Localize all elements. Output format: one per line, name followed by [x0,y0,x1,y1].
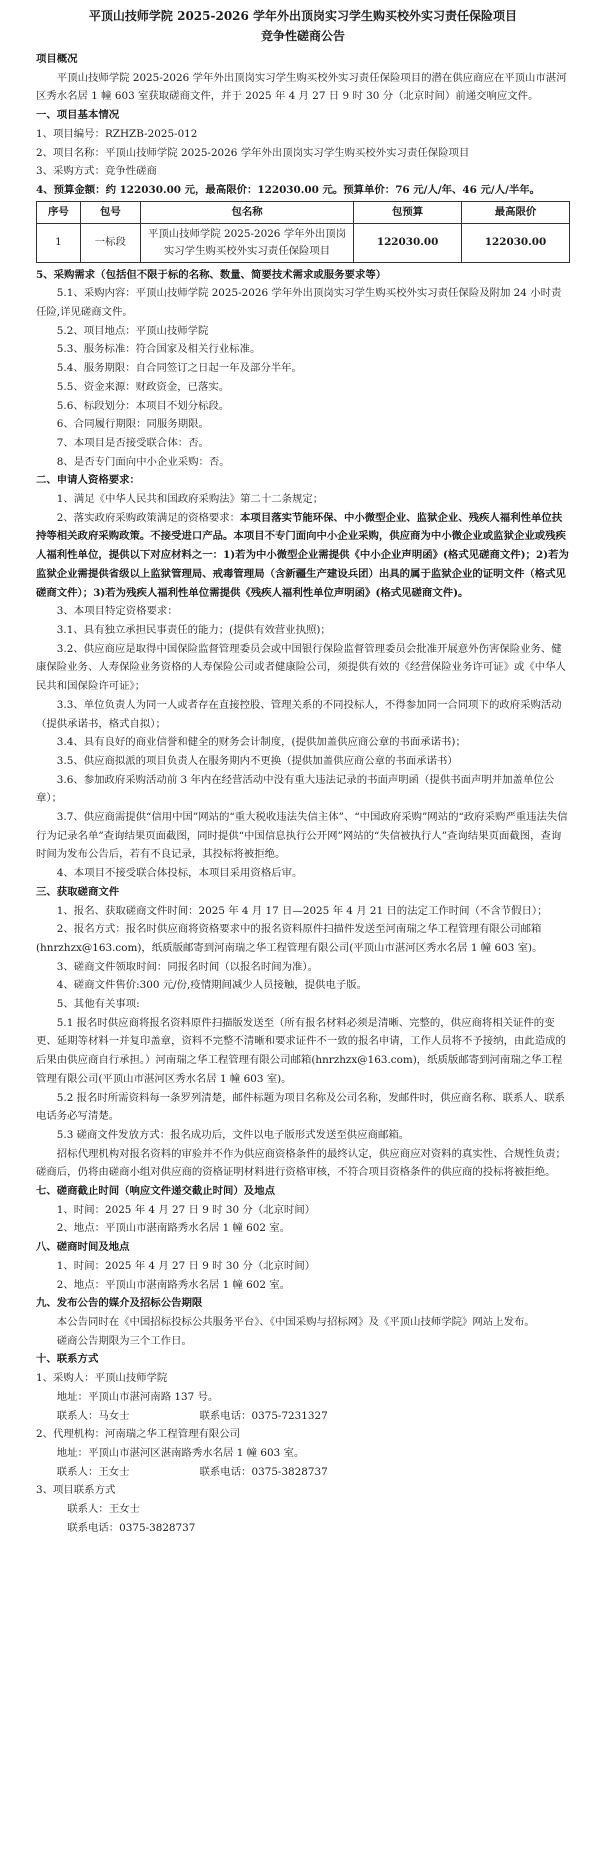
project-location: 5.2、项目地点：平顶山技师学院 [56,324,209,337]
procurement-method: 3、采购方式：竞争性磋商 [36,165,157,178]
document-price: 4、磋商文件售价:300 元/份,疫情期间减少人员接触，提供电子版。 [56,979,368,992]
qualification-3-6: 3.6、参加政府采购活动前 3 年内在经营活动中没有重大违法记录的书面声明函（提供书面声明并加盖单位公章）； [36,773,555,805]
page-subtitle: 竞争性磋商公告 [260,29,345,43]
table-row [37,223,570,262]
qualification-2-policy: 本项目落实节能环保、中小微型企业、监狱企业、残疾人福利性单位扶持等相关政府采购政策。不接受进口产品。本项目不专门面向中小企业采购，供应商为中小微企业或监狱企业或残疾人福利性单位，提供以下对应材料之一：1)若为中小微型企业需提供《中小企业声明函》(格式见磋商文件)；2)若为监狱企业需提供省级以上监狱管理局、戒毒管理局（含新疆生产建设兵团）出具的属于监狱企业的证明文件（格式见磋商文件）；3)若为残疾人福利性单位需提供《残疾人福利性单位声明函》(格式见磋商文件)。 [36,511,569,599]
agency-note: 招标代理机构对报名资料的审验并不作为供应商资格条件的最终认定，供应商应对资料的真实性、合规性负责；磋商后，仍将由磋商小组对供应商的资格证明材料进行资格审核，不符合项目资格条件的供应商的投标将被拒绝。 [36,1147,566,1179]
publication-media: 本公告同时在《中国招标投标公共服务平台》、《中国采购与招标网》及《平顶山技师学院》网站上发布。 [56,1316,535,1328]
qualification-4: 4、本项目不接受联合体投标，本项目采用资格后审。 [56,867,303,880]
table-header: 包号 [80,201,140,223]
section-3-heading: 三、获取磋商文件 [36,885,120,898]
table-header: 序号 [37,201,81,223]
consultation-location: 2、地点：平顶山市湛南路秀水名居 1 幢 602 室。 [56,1278,291,1291]
page-title: 平顶山技师学院 2025-2026 学年外出顶岗实习学生购买校外实习责任保险项目 [88,9,518,23]
qualification-3-2: 3.2、供应商应是取得中国保险监督管理委员会或中国银行保险监督管理委员会批准开展意外伤害保险业务、健康保险业务、人寿保险业务资格的人寿保险公司或者健康险公司，须提供有效的《经营保险业务许可证》或《中华人民共和国保险许可证》； [36,642,566,693]
consultation-time: 1、时间：2025 年 4 月 27 日 9 时 30 分（北京时间） [56,1259,316,1272]
registration-method: 2、报名方式：报名时供应商将资格要求中的报名资料原件扫描件发送至河南瑞之华工程管理有限公司邮箱(hnrzhzx@163.com)，纸质版邮寄到河南瑞之华工程管理有限公司(平顶山市湛河区秀水名居 1 幢 603 室)。 [36,923,543,954]
other-matters-5-1: 5.1 报名时供应商将报名资料原件扫描版发送至（所有报名材料必须是清晰、完整的，供应商将相关证件的变更、延期等材料一并复印盖章，资料不完整不清晰和要求证件不一致的报名申请，工作人员将不予接纳，由此造成的后果由供应商自行承担。）河南瑞之华工程管理有限公司邮箱(hnrzhzx@163.com)，纸质版邮寄到河南瑞之华工程管理有限公司(平顶山市湛河区秀水名居 1 幢 603 室)。 [36,1016,566,1085]
section-2-heading: 二、申请人资格要求： [36,474,140,487]
agent-contact: 联系人：王女士 [56,1465,130,1478]
other-matters-5-3: 5.3 磋商文件发放方式：报名成功后，文件以电子版形式发送至供应商邮箱。 [56,1128,410,1141]
agent-address: 地址：平顶山市湛河区湛南路秀水名居 1 幢 603 室。 [56,1446,305,1459]
announcement-period: 磋商公告期限为三个工作日。 [56,1334,192,1347]
section-1-heading: 一、项目基本情况 [36,109,120,122]
table-header-row [37,201,570,223]
project-number: 1、项目编号：RZHZB-2025-012 [36,127,198,140]
procurement-content: 5.1、采购内容：平顶山技师学院 2025-2026 学年外出顶岗实习学生购买校外实习责任保险及附加 24 小时责任险,详见磋商文件。 [36,287,562,319]
other-matters-5-2: 5.2 报名时所需资料每一条罗列清楚，邮件标题为项目名称及公司名称，发邮件时，供应商名称、联系人、联系电话务必写清楚。 [36,1091,565,1123]
qualification-3-1: 3.1、具有独立承担民事责任的能力；(提供有效营业执照)； [56,623,331,636]
buyer-address: 地址：平顶山市湛河南路 137 号。 [56,1390,219,1403]
qualification-2-lead: 2、落实政府采购政策满足的资格要求： [56,511,241,524]
lot-division: 5.6、标段划分：本项目不划分标段。 [56,399,230,412]
buyer-phone: 联系电话：0375-7231327 [199,1409,328,1422]
project-contact: 联系人：王女士 [67,1503,140,1516]
procurement-needs-heading: 5、采购需求（包括但不限于标的名称、数量、简要技术需求或服务要求等） [36,268,387,281]
table-cell: 1 [37,223,81,262]
table-header: 包名称 [140,201,353,223]
agent-contact-line [36,1463,570,1482]
overview-text: 平顶山技师学院 2025-2026 学年外出顶岗实习学生购买校外实习责任保险项目的潜在供应商应在平顶山市湛河区秀水名居 1 幢 603 室获取磋商文件，并于 2025 年 4 月 27 日 9 时 30 分（北京时间）前递交响应文件。 [36,71,567,103]
table-header: 最高限价 [462,201,570,223]
agent-phone: 联系电话：0375-3828737 [199,1465,328,1478]
sme-procurement: 8、是否专门面向中小企业采购：否。 [56,455,230,468]
qualification-3-7: 3.7、供应商需提供“信用中国”网站的“重大税收违法失信主体”、“中国政府采购”网站的“政府采购严重违法失信行为记录名单”查询结果页面截图，同时提供“中国信息执行公开网”网站的“失信被执行人”查询结果页面截图，查询时间为发布公告后，若有不良记录，其投标将被拒绝。 [36,811,568,861]
table-cell: 122030.00 [354,223,462,262]
consortium-accepted: 7、本项目是否接受联合体：否。 [56,436,209,449]
agent-name: 2、代理机构：河南瑞之华工程管理有限公司 [36,1428,241,1441]
section-7-heading: 七、磋商截止时间（响应文件递交截止时间）及地点 [36,1185,275,1198]
buyer-contact-line [36,1407,570,1426]
section-9-heading: 九、发布公告的媒介及招标公告期限 [36,1297,203,1310]
document-collection-time: 3、磋商文件领取时间：同报名时间（以报名时间为准）。 [56,960,318,973]
package-table [36,201,570,263]
other-matters: 5、其他有关事项: [56,998,140,1011]
section-10-heading: 十、联系方式 [36,1353,99,1366]
registration-time: 1、报名、获取磋商文件时间：2025 年 4 月 17 日—2025 年 4 月 21 日的法定工作时间（不含节假日）； [56,904,548,917]
fund-source: 5.5、资金来源：财政资金，已落实。 [56,380,230,393]
deadline-location: 2、地点：平顶山市湛南路秀水名居 1 幢 602 室。 [56,1222,291,1235]
deadline-time: 1、时间：2025 年 4 月 27 日 9 时 30 分（北京时间） [56,1203,316,1216]
budget-amount: 4、预算金额：约 122030.00 元，最高限价：122030.00 元。预算单价：76 元/人/年、46 元/人/半年。 [36,183,541,196]
section-8-heading: 八、磋商时间及地点 [36,1241,130,1254]
contract-period: 6、合同履行期限：同服务期限。 [56,418,209,431]
table-cell: 122030.00 [462,223,570,262]
qualification-3-3: 3.3、单位负责人为同一人或者存在直接控股、管理关系的不同投标人，不得参加同一合同项下的政府采购活动（提供承诺书，格式自拟）； [36,698,562,730]
table-cell: 一标段 [80,223,140,262]
qualification-1: 1、满足《中华人民共和国政府采购法》第二十二条规定； [56,493,324,506]
qualification-3-4: 3.4、具有良好的商业信誉和健全的财务会计制度，(提供加盖供应商公章的书面承诺书)； [56,736,466,749]
project-name: 2、项目名称：平顶山技师学院 2025-2026 学年外出顶岗实习学生购买校外实习责任保险项目 [36,146,470,159]
service-period: 5.4、服务期限：自合同签订之日起一年及部分半年。 [56,362,302,375]
qualification-2 [36,509,570,603]
overview-heading: 项目概况 [36,53,78,65]
project-contact-heading: 3、项目联系方式 [36,1484,116,1497]
qualification-3-5: 3.5、供应商拟派的项目负责人在服务期内不更换（提供加盖供应商公章的书面承诺书） [56,754,458,767]
table-cell: 平顶山技师学院 2025-2026 学年外出顶岗实习学生购买校外实习责任保险项目 [140,223,353,262]
buyer-contact: 联系人：马女士 [56,1409,130,1422]
project-phone: 联系电话：0375-3828737 [67,1521,196,1534]
buyer-name: 1、采购人：平顶山技师学院 [36,1372,168,1385]
service-standard: 5.3、服务标准：符合国家及相关行业标准。 [56,343,261,356]
qualification-3: 3、本项目特定资格要求： [56,605,178,618]
table-header: 包预算 [354,201,462,223]
